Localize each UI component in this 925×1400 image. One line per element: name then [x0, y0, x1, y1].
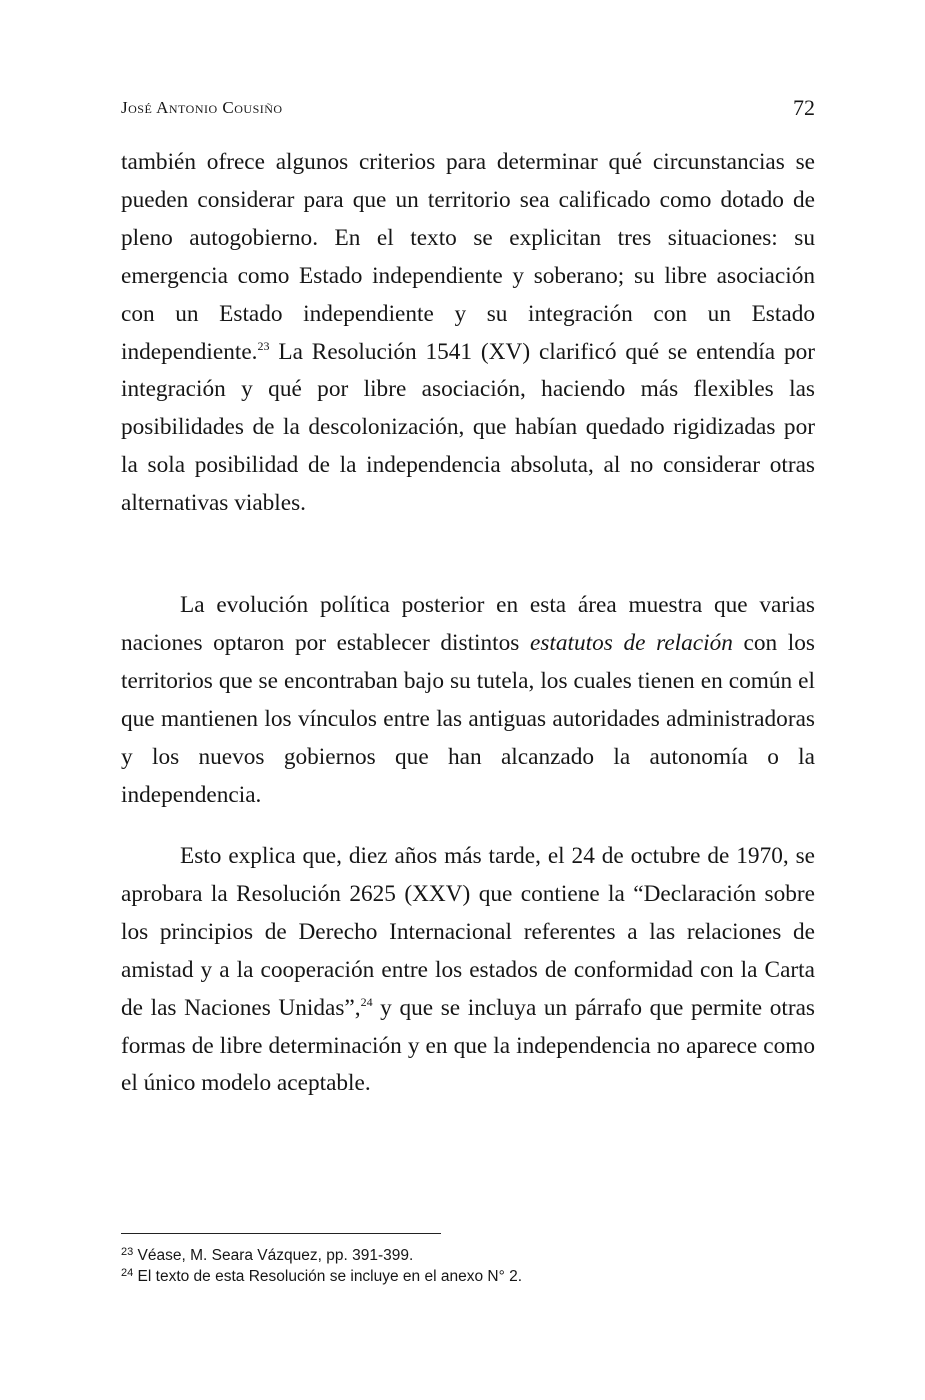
footnote-separator: [121, 1233, 441, 1234]
paragraph-3: [121, 838, 815, 1103]
footnote-ref-24[interactable]: 24: [360, 994, 373, 1009]
footnote-number: 23: [121, 1246, 134, 1258]
paragraph-2-text-a: La evolución política posterior en esta área muestra que varias naciones optaron por establecer distintos: [121, 592, 815, 656]
paragraph-1-text-a: también ofrece algunos criterios para determinar qué circunstancias se pueden considerar para que un territorio sea calificado como dotado de pleno autogobierno. En el texto se explicitan tres situaciones: su emergencia como Estado independiente y soberano; su libre asociación con un Estado independiente y su integración con un Estado independiente.: [121, 149, 815, 365]
paragraph-3-text-b: y que se incluya un párrafo que permite otras formas de libre determinación y en que la independencia no aparece como el único modelo aceptable.: [121, 994, 815, 1097]
footnote-23: [121, 1245, 522, 1266]
footnotes: [121, 1245, 522, 1287]
paragraph-2-text-b: con los territorios que se encontraban bajo su tutela, los cuales tienen en común el que mantienen los vínculos entre las antiguas autoridades administradoras y los nuevos gobiernos que han alcanzado la autonomía o la independencia.: [121, 629, 815, 808]
footnote-24: [121, 1266, 522, 1287]
paragraph-1: [121, 144, 815, 523]
page-number: 72: [793, 95, 815, 120]
paragraph-2-emphasis: estatutos de relación: [530, 629, 733, 656]
paragraph-1-text-b: La Resolución 1541 (XV) clarificó qué se entendía por integración y qué por libre asociación, haciendo más flexibles las posibilidades de la descolonización, que habían quedado rigidizadas por la sola posibilidad de la independencia absoluta, al no considerar otras alternativas viables.: [121, 338, 815, 517]
paragraph-2: [121, 587, 815, 814]
footnote-text: Véase, M. Seara Vázquez, pp. 391-399.: [133, 1247, 414, 1264]
footnote-number: 24: [121, 1267, 134, 1279]
footnote-text: El texto de esta Resolución se incluye en el anexo N° 2.: [133, 1268, 523, 1285]
footnote-ref-23[interactable]: 23: [257, 338, 270, 353]
paragraph-3-text-a: Esto explica que, diez años más tarde, el 24 de octubre de 1970, se aprobara la Resolución 2625 (XXV) que contiene la “Declaración sobre los principios de Derecho Internacional referentes a las relaciones de amistad y a la cooperación entre los estados de conformidad con la Carta de las Naciones Unidas”,: [121, 843, 815, 1021]
running-header-author: José Antonio Cousiño: [121, 98, 283, 117]
